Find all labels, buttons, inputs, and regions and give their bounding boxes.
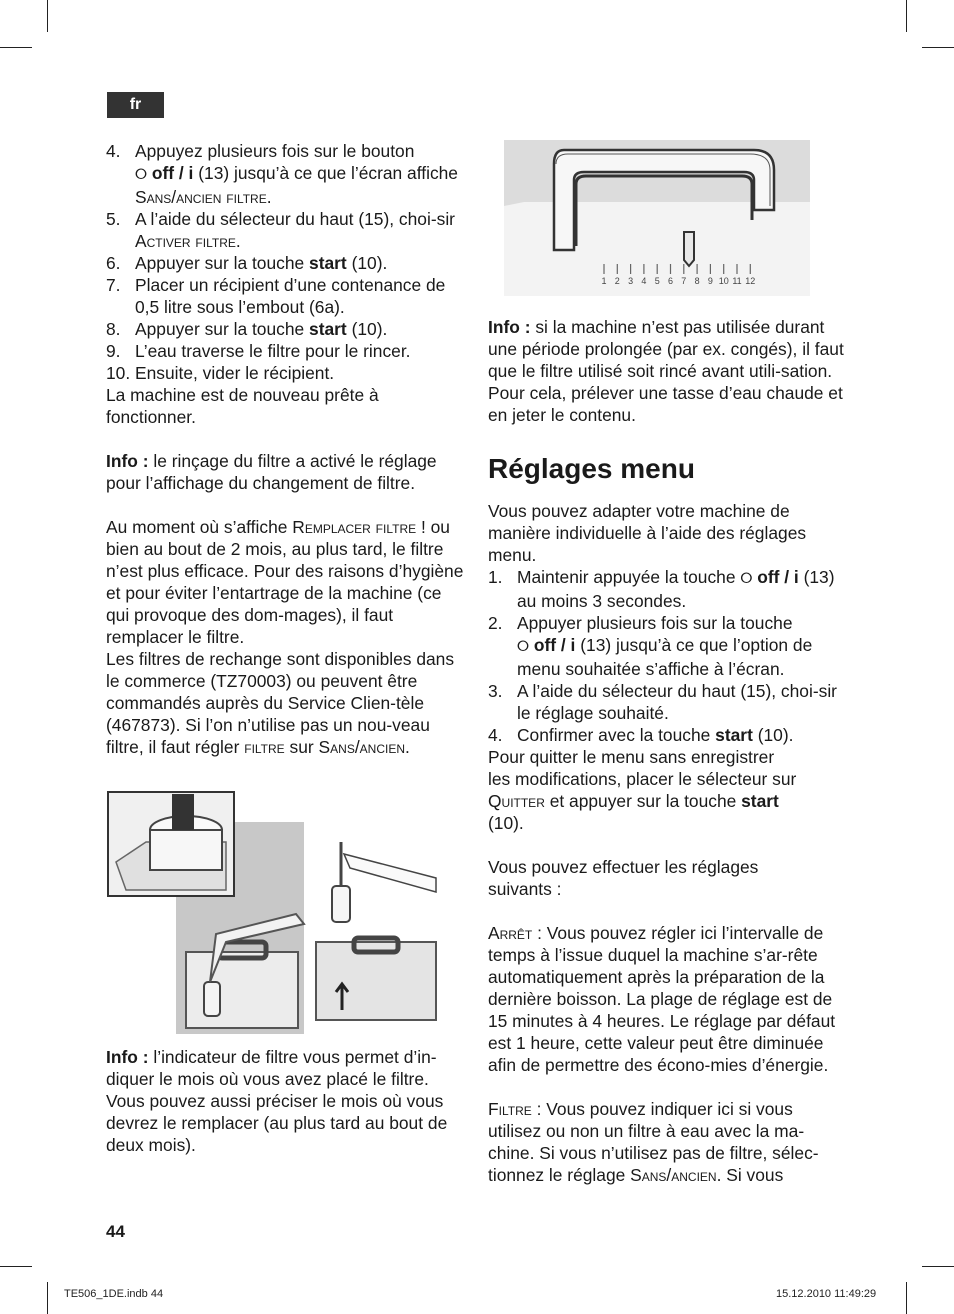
month-label: 6 [667,276,674,286]
setting-name: Arrêt [488,923,533,943]
display-text: Sans/ancien [318,737,405,757]
list-item [488,680,850,724]
crop-mark [0,47,32,48]
step-number: 8. [106,319,121,339]
step-text: A l’aide du sélecteur du haut (15), choi-sir le réglage souhaité. [517,681,837,723]
body-text: : Vous pouvez indiquer ici si vous utilisez ou non un filtre à eau avec la ma-chine. Si vous n’utilisez pas de filtre, sélec-tionnez le réglage [488,1099,819,1185]
body-text: (10). [488,813,524,833]
display-text: Quitter [488,791,545,811]
ready-text: La machine est de nouveau prête à fonctionner. [106,385,379,427]
body-text: Au moment où s’affiche [106,517,288,537]
off-i-label: off / i [533,635,576,655]
list-item [488,724,850,746]
month-label: 8 [694,276,700,286]
month-label: 9 [707,276,713,286]
crop-mark [922,47,954,48]
crop-mark [47,0,48,32]
step-text: . [235,231,241,251]
info-text: le rinçage du filtre a activé le réglage pour l’affichage du changement de filtre. [106,451,437,493]
list-item [106,208,468,252]
month-label: 1 [601,276,607,286]
body-text: Les filtres de rechange sont disponibles dans le commerce (TZ70003) ou peuvent être commandés auprès du Service Clien-tèle (467873). Si l’on n’utilise pas un nou-veau filtre, il faut régler [106,649,455,757]
intro-text: Vous pouvez adapter votre machine de manière individuelle à l’aide des réglages menu. [488,501,807,565]
menu-steps [488,566,850,746]
list-item [106,252,468,274]
filter-rinse-steps [106,140,468,384]
crop-mark [906,1282,907,1314]
settings-intro: Vous pouvez effectuer les réglages suivants : [488,857,759,899]
list-item [106,274,468,318]
step-text: Appuyer sur la touche [135,253,305,273]
list-item [106,140,468,208]
step-text: (13) jusqu’à ce que l’écran affiche [198,163,458,183]
info-label: Info : [106,451,149,471]
step-number: 2. [488,613,503,633]
step-text: Ensuite, vider le récipient. [135,363,335,383]
info-paragraph [106,450,468,494]
language-tab: fr [107,92,164,118]
list-item [488,566,850,612]
list-item [488,612,850,680]
step-number: 1. [488,567,503,587]
info-label: Info : [106,1047,149,1067]
month-label: 3 [628,276,634,286]
start-label: start [309,319,347,339]
start-label: start [309,253,347,273]
list-item [106,318,468,340]
right-column [488,316,850,1186]
body-text: . Si vous [716,1165,784,1185]
replace-paragraph [106,516,468,648]
step-number: 7. [106,275,121,295]
spare-paragraph [106,648,468,758]
step-text: Appuyez plusieurs fois sur le bouton [135,141,415,161]
step-number: 5. [106,209,121,229]
month-label: 11 [732,276,742,286]
info-text: si la machine n’est pas utilisée durant une période prolongée (par ex. congés), il faut que le filtre utilisé soit rincé avant utili-sation. Pour cela, prélever une tasse d’eau chaude et en jeter le contenu. [488,317,844,425]
display-text: filtre [244,737,285,757]
display-text: Remplacer filtre ! [292,517,426,537]
footer-date: 15.12.2010 11:49:29 [776,1288,877,1300]
list-item [106,362,468,384]
step-text: Confirmer avec la touche [517,725,711,745]
list-item [106,340,468,362]
off-i-label: off / i [151,163,194,183]
info-paragraph [488,316,850,426]
display-text: Sans/ancien filtre [135,187,267,207]
body-text: Pour quitter le menu sans enregistrer les modifications, placer le sélecteur sur [488,747,797,789]
display-text: Sans/ancien [630,1165,717,1185]
section-heading: Réglages menu [488,453,695,484]
crop-mark [0,1266,32,1267]
step-text: (10). [351,319,388,339]
step-number: 4. [106,141,121,161]
filtre-paragraph [488,1098,850,1186]
crop-mark [47,1282,48,1314]
step-number: 9. [106,341,121,361]
filter-insert-illustration [106,782,438,1034]
step-text: Placer un récipient d’une contenance de 0,5 litre sous l’embout (6a). [135,275,446,317]
arret-paragraph [488,922,850,1076]
step-text: (13) jusqu’à ce que l’option de menu souhaitée s’affiche à l’écran. [517,635,813,679]
info-paragraph [106,1046,468,1156]
step-text: Appuyer plusieurs fois sur la touche [517,613,793,633]
step-text: (10). [757,725,794,745]
off-i-label: off / i [757,567,799,587]
body-text: . [405,737,410,757]
month-label: 10 [718,276,729,286]
step-text: L’eau traverse le filtre pour le rincer. [135,341,411,361]
display-text: Activer filtre [135,231,236,251]
step-number: 10. [106,363,131,383]
crop-mark [922,1266,954,1267]
setting-name: Filtre [488,1099,532,1119]
step-number: 6. [106,253,121,273]
step-number: 3. [488,681,503,701]
power-icon: ⭘ [740,570,753,587]
month-label: 12 [745,276,756,286]
body-text: : Vous pouvez régler ici l’intervalle de temps à l’issue duquel la machine s’ar-rête automatiquement après la préparation de la dernière boisson. La plage de réglage est de 15 minutes à 4 heures. Le réglage par défaut est 1 heure, cette valeur peut être diminuée afin de permettre des écono-mies d’énergie. [488,923,836,1075]
left-column-bottom [106,1046,468,1156]
month-label: 4 [641,276,647,286]
step-text: A l’aide du sélecteur du haut (15), choi-sir [135,209,455,229]
info-label: Info : [488,317,531,337]
info-text: l’indicateur de filtre vous permet d’in-diquer le mois où vous avez placé le filtre. Vous pouvez aussi préciser le mois où vous devrez le remplacer (au plus tard au bout de deux mois). [106,1047,448,1155]
power-icon: ⭘ [135,166,148,183]
month-label: 2 [614,276,620,286]
body-text: ou bien au bout de 2 mois, au plus tard, le filtre n’est plus efficace. Pour des raisons d’hygiène et pour éviter l’entartrage de la machine (ce qui provoque des dom-mages), il faut remplacer le filtre. [106,517,464,647]
step-text: Maintenir appuyée la touche [517,567,736,587]
crop-mark [906,0,907,32]
step-number: 4. [488,725,503,745]
power-icon: ⭘ [517,638,530,655]
body-text: sur [289,737,314,757]
month-label: 5 [654,276,660,286]
quit-paragraph [488,746,798,834]
filter-month-indicator-illustration [504,140,810,296]
footer-file: TE506_1DE.indb 44 [64,1288,164,1300]
step-text: Appuyer sur la touche [135,319,305,339]
step-text: (10). [351,253,388,273]
body-text: et appuyer sur la touche [549,791,737,811]
month-label: 7 [681,276,687,286]
start-label: start [715,725,753,745]
page-number: 44 [106,1222,125,1241]
step-text: . [266,187,272,207]
left-column [106,140,468,758]
start-label: start [741,791,779,811]
step-text: (13) au moins 3 secondes. [517,567,835,611]
